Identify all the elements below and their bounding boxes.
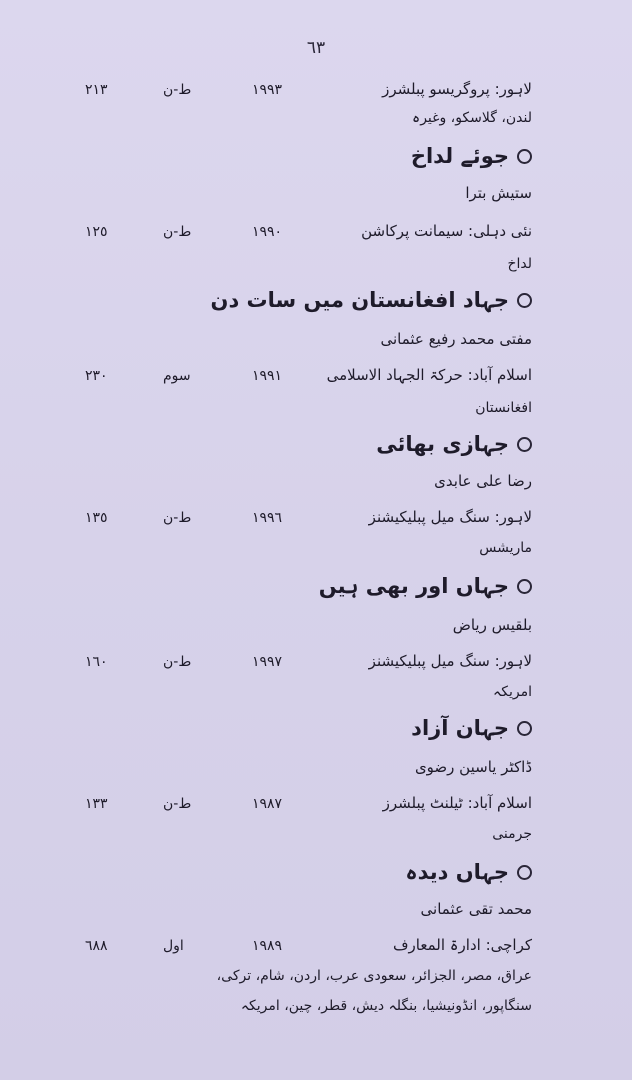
page-count: ١٢٥ xyxy=(85,224,108,240)
page-count: ١٦٠ xyxy=(85,654,108,670)
edition: ط-ن xyxy=(163,82,192,98)
edition: ط-ن xyxy=(163,796,192,812)
topic-line: عراق، مصر، الجزائر، سعودی عرب، اردن، شام، ترکی، xyxy=(216,968,532,984)
author-line: مفتی محمد رفیع عثمانی xyxy=(380,330,532,348)
entry-title: جہان آزاد xyxy=(411,716,509,740)
entry-title: جہاں اور بھی ہیں xyxy=(318,574,509,598)
topic-line: افغانستان xyxy=(475,400,532,416)
topic-line: لندن، گلاسکو، وغیرہ xyxy=(411,110,532,126)
publisher-line: لاہور: سنگ میل پبلیکیشنز xyxy=(368,652,532,670)
bullet-circle-icon xyxy=(517,579,532,594)
topic-line: امریکہ xyxy=(493,684,532,700)
edition: سوم xyxy=(163,368,191,384)
edition: ط-ن xyxy=(163,654,192,670)
edition: ط-ن xyxy=(163,224,192,240)
topic-line-2: سنگاپور، انڈونیشیا، بنگلہ دیش، قطر، چین، امریکہ xyxy=(240,998,532,1014)
year: ١٩٩١ xyxy=(252,368,283,384)
page-number: ٦٣ xyxy=(306,38,326,58)
bullet-circle-icon xyxy=(517,865,532,880)
author-line: ڈاکٹر یاسین رضوی xyxy=(414,758,532,776)
page-count: ٢١٣ xyxy=(85,82,108,98)
author-line: بلقیس ریاض xyxy=(452,616,532,634)
year: ١٩٩٠ xyxy=(252,224,283,240)
topic-line: لداخ xyxy=(507,256,532,272)
publisher-line: لاہور: سنگ میل پبلیکیشنز xyxy=(368,508,532,526)
bullet-circle-icon xyxy=(517,721,532,736)
publisher-line: لاہور: پروگریسو پبلشرز xyxy=(382,80,532,98)
edition: اول xyxy=(163,938,184,954)
page-count: ١٣٣ xyxy=(85,796,108,812)
edition: ط-ن xyxy=(163,510,192,526)
author-line: رضا علی عابدی xyxy=(434,472,532,490)
bullet-circle-icon xyxy=(517,149,532,164)
entry-title: جوئے لداخ xyxy=(410,144,509,168)
year: ١٩٨٧ xyxy=(252,796,283,812)
year: ١٩٨٩ xyxy=(252,938,283,954)
bullet-circle-icon xyxy=(517,293,532,308)
entry-title: جہازی بھائی xyxy=(376,432,509,456)
topic-line: جرمنی xyxy=(492,826,532,842)
publisher-line: نئی دہلی: سیمانت پرکاشن xyxy=(361,222,532,240)
entry-title: جہاد افغانستان میں سات دن xyxy=(210,288,509,312)
author-line: محمد تقی عثمانی xyxy=(420,900,532,918)
page-count: ٢٣٠ xyxy=(85,368,108,384)
topic-line: ماریشس xyxy=(479,540,532,556)
publisher-line: اسلام آباد: ٹیلنٹ پبلشرز xyxy=(382,794,532,812)
publisher-line: کراچی: ادارۃ المعارف xyxy=(392,936,532,954)
entry-title: جہاں دیدہ xyxy=(405,860,509,884)
bullet-circle-icon xyxy=(517,437,532,452)
author-line: ستیش بترا xyxy=(465,184,532,202)
publisher-line: اسلام آباد: حرکۃ الجہاد الاسلامی xyxy=(326,366,532,384)
page-count: ٦٨٨ xyxy=(85,938,108,954)
year: ١٩٩٣ xyxy=(252,82,283,98)
year: ١٩٩٦ xyxy=(252,510,283,526)
year: ١٩٩٧ xyxy=(252,654,283,670)
page-count: ١٣٥ xyxy=(85,510,108,526)
